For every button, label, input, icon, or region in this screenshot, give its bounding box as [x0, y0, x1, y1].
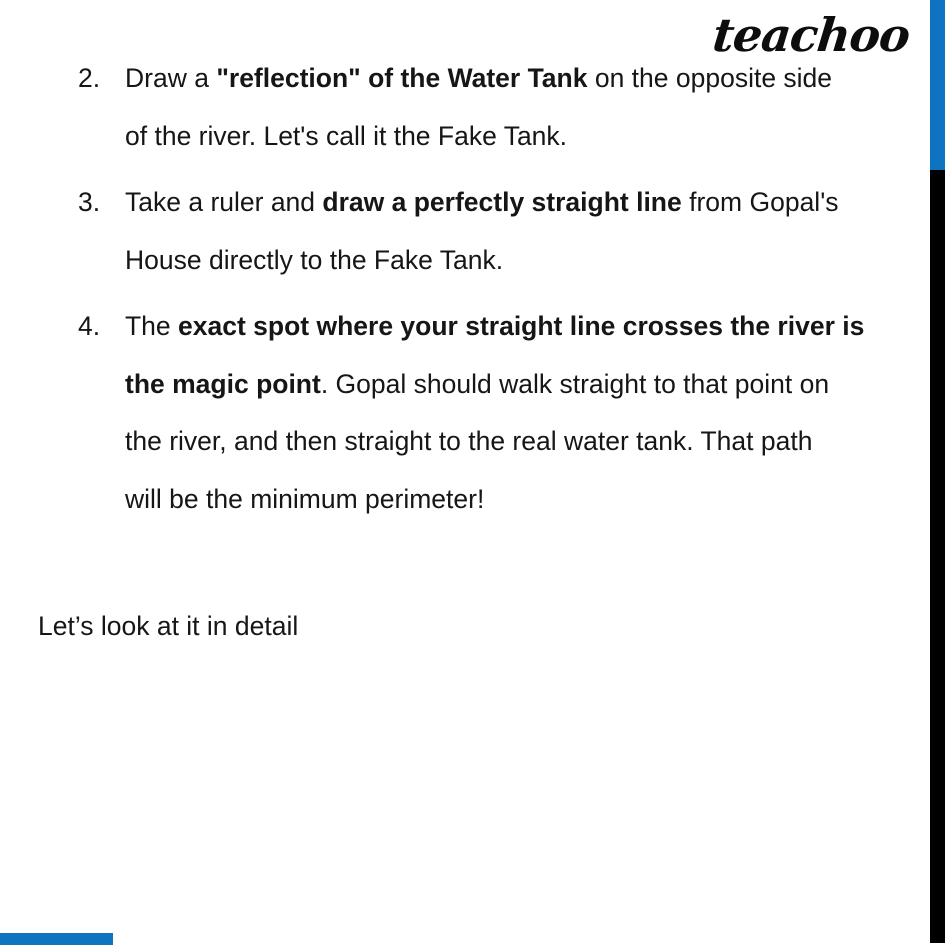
list-item-text	[125, 174, 839, 289]
text-line	[125, 413, 864, 471]
text-run: of the river. Let's call it the Fake Tank.	[125, 120, 568, 151]
text-line	[125, 50, 832, 108]
bottom-left-accent-bar	[0, 933, 113, 945]
text-run: Take a ruler and	[125, 187, 323, 217]
text-run: from Gopal's	[681, 187, 839, 217]
text-line	[125, 174, 839, 232]
list-item-number: 2.	[78, 63, 101, 93]
text-run: The	[125, 311, 179, 341]
right-accent-bar-black	[930, 170, 945, 943]
list-item-text	[125, 50, 832, 165]
list-item-text	[125, 298, 864, 528]
text-line	[125, 471, 864, 529]
text-run: the river, and then straight to the real water tank. That path	[125, 426, 813, 456]
text-line	[125, 298, 864, 356]
text-line	[125, 356, 864, 414]
text-run: will be the minimum perimeter!	[125, 483, 485, 514]
teachoo-logo: teachoo	[710, 8, 912, 62]
list-item-2	[78, 50, 913, 165]
bold-text-run: "reflection" of the Water Tank	[216, 63, 588, 93]
footer-note: Let’s look at it in detail	[38, 611, 299, 641]
list-item-number: 4.	[78, 311, 101, 341]
text-run: . Gopal should walk straight to that point on	[320, 368, 830, 399]
bold-text-run: the magic point	[125, 368, 321, 399]
text-run: House directly to the Fake Tank.	[125, 244, 504, 275]
text-line	[125, 108, 832, 166]
text-run: Draw a	[125, 63, 217, 93]
bold-text-run: exact spot where your straight line crosses the river is	[178, 311, 865, 341]
steps-list	[78, 50, 913, 537]
list-item-4	[78, 298, 913, 528]
text-run: on the opposite side	[587, 63, 833, 93]
right-accent-bar-blue	[930, 0, 945, 170]
list-item-3	[78, 174, 913, 289]
bold-text-run: draw a perfectly straight line	[322, 187, 682, 217]
list-item-number: 3.	[78, 187, 101, 217]
text-line	[125, 232, 839, 290]
